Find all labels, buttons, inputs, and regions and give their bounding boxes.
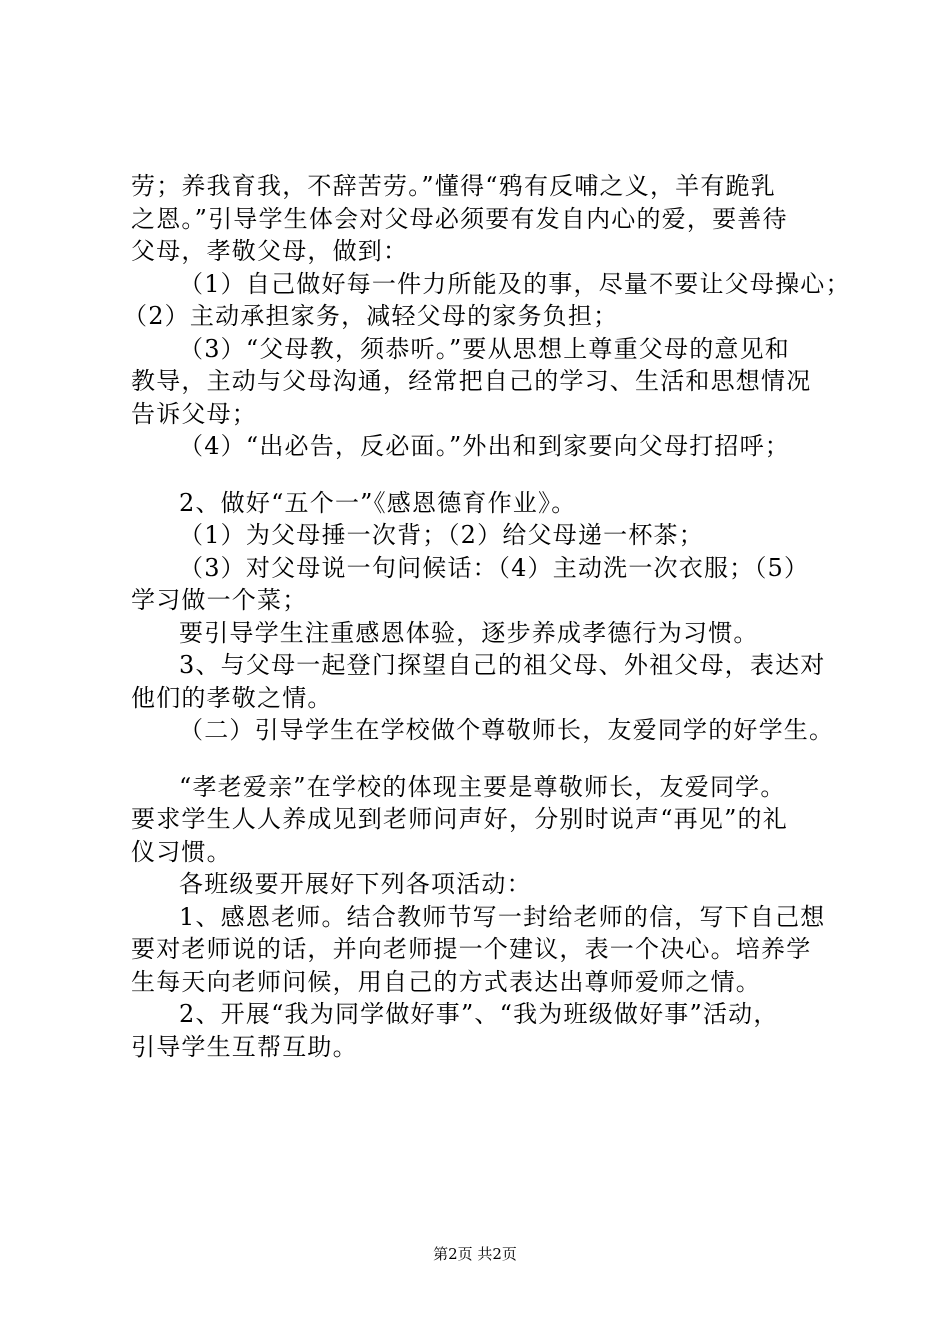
text-line: （1）为父母捶一次背；（2）给父母递一杯茶； [179,521,704,549]
text-line: 2、做好“五个一”《感恩德育作业》。 [179,488,577,517]
text-line: 教导，主动与父母沟通，经常把自己的学习、生活和思想情况 [131,367,812,395]
text-line: 之恩。”引导学生体会对父母必须要有发自内心的爱，要善待 [131,204,788,233]
text-line: 要对老师说的话，并向老师提一个建议，表一个决心。培养学 [131,935,812,963]
text-line: 3、与父母一起登门探望自己的祖父母、外祖父母，表达对 [179,651,826,679]
text-line: 告诉父母； [131,399,257,428]
text-line: （2）主动承担家务，减轻父母的家务负担； [123,302,619,330]
text-line: 引导学生互帮互助。 [131,1032,358,1061]
text-line: 父母，孝敬父母，做到： [131,237,409,265]
text-line: （4）“出必告，反必面。”外出和到家要向父母打招呼； [179,432,791,460]
text-line: （3）“父母教，须恭听。”要从思想上尊重父母的意见和 [179,334,791,363]
text-line: 1、感恩老师。结合教师节写一封给老师的信，写下自己想 [179,902,826,931]
paragraph-gap [131,463,851,487]
text-line: 要引导学生注重感恩体验，逐步养成孝德行为习惯。 [179,618,759,647]
text-line: 劳；养我育我，不辞苦劳。”懂得“鸦有反哺之义，羊有跪乳 [131,172,776,200]
text-line: “孝老爱亲”在学校的体现主要是尊敬师长，友爱同学。 [179,772,786,801]
page-footer: 第2页 共2页 [433,1245,517,1263]
text-line: 仪习惯。 [131,837,232,866]
text-line: 各班级要开展好下列各项活动： [179,870,532,898]
text-line: 学习做一个菜； [131,586,308,614]
text-line: 2、开展“我为同学做好事”、“我为班级做好事”活动， [179,1000,779,1028]
text-line: （3）对父母说一句问候话：（4）主动洗一次衣服；（5） [179,553,810,582]
section-heading: （二）引导学生在学校做个尊敬师长，友爱同学的好学生。 [179,716,835,744]
text-line: 要求学生人人养成见到老师问声好，分别时说声“再见”的礼 [131,805,788,833]
paragraph-gap [131,747,851,771]
document-body [123,170,851,1063]
text-line: （1）自己做好每一件力所能及的事，尽量不要让父母操心； [179,269,851,298]
text-line: 他们的孝敬之情。 [131,683,333,712]
text-line: 生每天向老师问候，用自己的方式表达出尊师爱师之情。 [131,967,761,996]
